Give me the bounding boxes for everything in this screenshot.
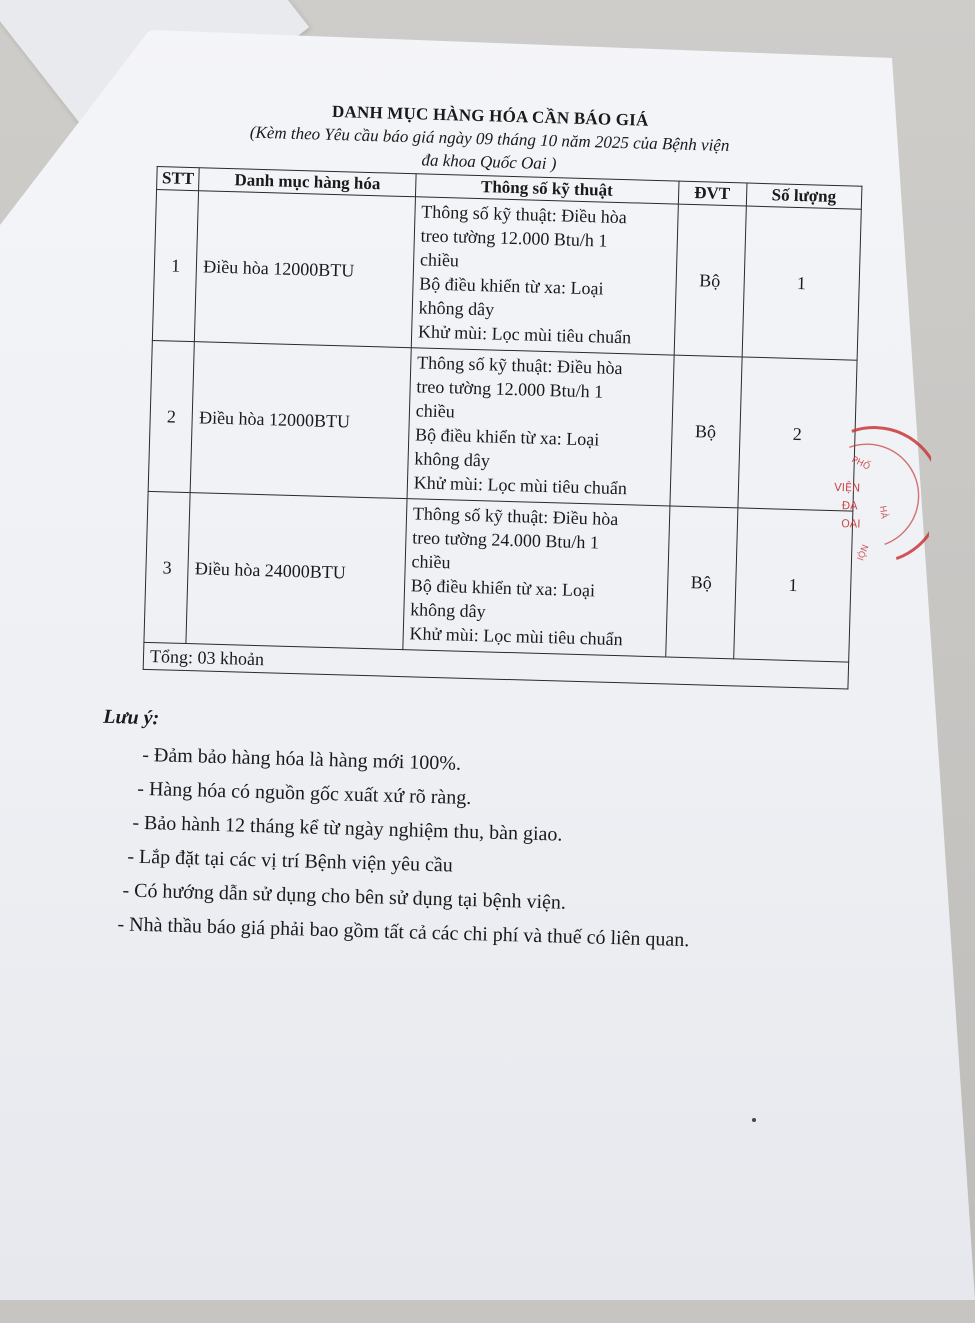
row-item-name: Điều hòa 24000BTU xyxy=(186,493,407,650)
note-item: - Lắp đặt tại các vị trí Bệnh viện yêu cầu xyxy=(127,845,454,877)
svg-text:ĐA: ĐA xyxy=(841,499,858,513)
header-unit: ĐVT xyxy=(678,181,747,206)
spec-line: Thông số kỹ thuật: Điều hòa xyxy=(412,503,619,530)
spec-line: Khử mùi: Lọc mùi tiêu chuẩn xyxy=(413,472,628,499)
spec-line: Thông số kỹ thuật: Điều hòa xyxy=(416,352,623,379)
note-item: - Có hướng dẫn sử dụng cho bên sử dụng tại bệnh viện. xyxy=(122,879,567,914)
note-item: - Đảm bảo hàng hóa là hàng mới 100%. xyxy=(141,743,462,775)
hospital-seal-stamp xyxy=(818,424,932,567)
row-unit: Bộ xyxy=(665,506,737,659)
row-quantity: 1 xyxy=(742,206,862,360)
document-title: DANH MỤC HÀNG HÓA CẦN BÁO GIÁ xyxy=(331,101,649,130)
spec-line: không dây xyxy=(418,297,495,320)
row-item-name: Điều hòa 12000BTU xyxy=(191,342,412,499)
spec-line: chiều xyxy=(415,400,456,422)
header-quantity: Số lượng xyxy=(746,183,862,209)
spec-line: Thông số kỹ thuật: Điều hòa xyxy=(421,201,628,228)
table-row xyxy=(152,190,861,361)
spec-line: chiều xyxy=(411,551,451,573)
svg-text:NỘI: NỘI xyxy=(853,542,870,562)
header-stt: STT xyxy=(157,167,200,191)
row-quantity: 1 xyxy=(733,508,853,662)
row-item-name: Điều hòa 12000BTU xyxy=(195,191,416,348)
row-spec xyxy=(411,197,678,355)
row-stt: 1 xyxy=(152,190,199,342)
row-unit: Bộ xyxy=(669,355,741,508)
notes-section xyxy=(97,706,823,961)
svg-text:VIỆN: VIỆN xyxy=(834,480,861,495)
spec-line: không dây xyxy=(414,448,491,471)
goods-table xyxy=(143,166,863,690)
table-total: Tổng: 03 khoản xyxy=(143,642,848,689)
table-row xyxy=(144,491,853,662)
note-item: - Nhà thầu báo giá phải bao gồm tất cả các chi phí và thuế có liên quan. xyxy=(117,913,690,952)
paper-speck xyxy=(752,1118,756,1122)
spec-line: chiều xyxy=(419,249,460,271)
svg-text:OAI: OAI xyxy=(841,517,861,531)
spec-line: treo tường 12.000 Btu/h 1 xyxy=(420,225,608,251)
spec-line: Khử mùi: Lọc mùi tiêu chuẩn xyxy=(409,623,623,650)
spec-line: treo tường 12.000 Btu/h 1 xyxy=(416,376,604,402)
table-row xyxy=(148,340,857,511)
row-spec xyxy=(403,499,670,657)
notes-title: Lưu ý: xyxy=(103,705,160,730)
svg-text:PHỐ: PHỐ xyxy=(849,455,872,473)
header-spec: Thông số kỹ thuật xyxy=(415,174,678,204)
row-quantity: 2 xyxy=(737,357,857,511)
row-stt: 2 xyxy=(148,340,195,492)
spec-line: Bộ điều khiển từ xa: Loại xyxy=(410,575,596,601)
spec-line: không dây xyxy=(409,599,486,622)
row-stt: 3 xyxy=(144,491,191,643)
header-name: Danh mục hàng hóa xyxy=(199,168,416,197)
spec-line: Khử mùi: Lọc mùi tiêu chuẩn xyxy=(417,321,632,348)
spec-line: treo tường 24.000 Btu/h 1 xyxy=(411,527,600,553)
note-item: - Bảo hành 12 tháng kể từ ngày nghiệm thu, bàn giao. xyxy=(132,811,563,846)
spec-line: Bộ điều khiển từ xa: Loại xyxy=(419,273,604,299)
document-subtitle-line-1: (Kèm theo Yêu cầu báo giá ngày 09 tháng 10 năm 2025 của Bệnh viện xyxy=(249,122,730,156)
note-item: - Hàng hóa có nguồn gốc xuất xứ rõ ràng. xyxy=(137,777,472,810)
document-subtitle-line-2: đa khoa Quốc Oai ) xyxy=(421,150,557,174)
svg-text:HÀ: HÀ xyxy=(876,505,889,520)
row-spec xyxy=(407,348,674,506)
row-unit: Bộ xyxy=(674,204,746,357)
spec-line: Bộ điều khiển từ xa: Loại xyxy=(414,424,600,450)
